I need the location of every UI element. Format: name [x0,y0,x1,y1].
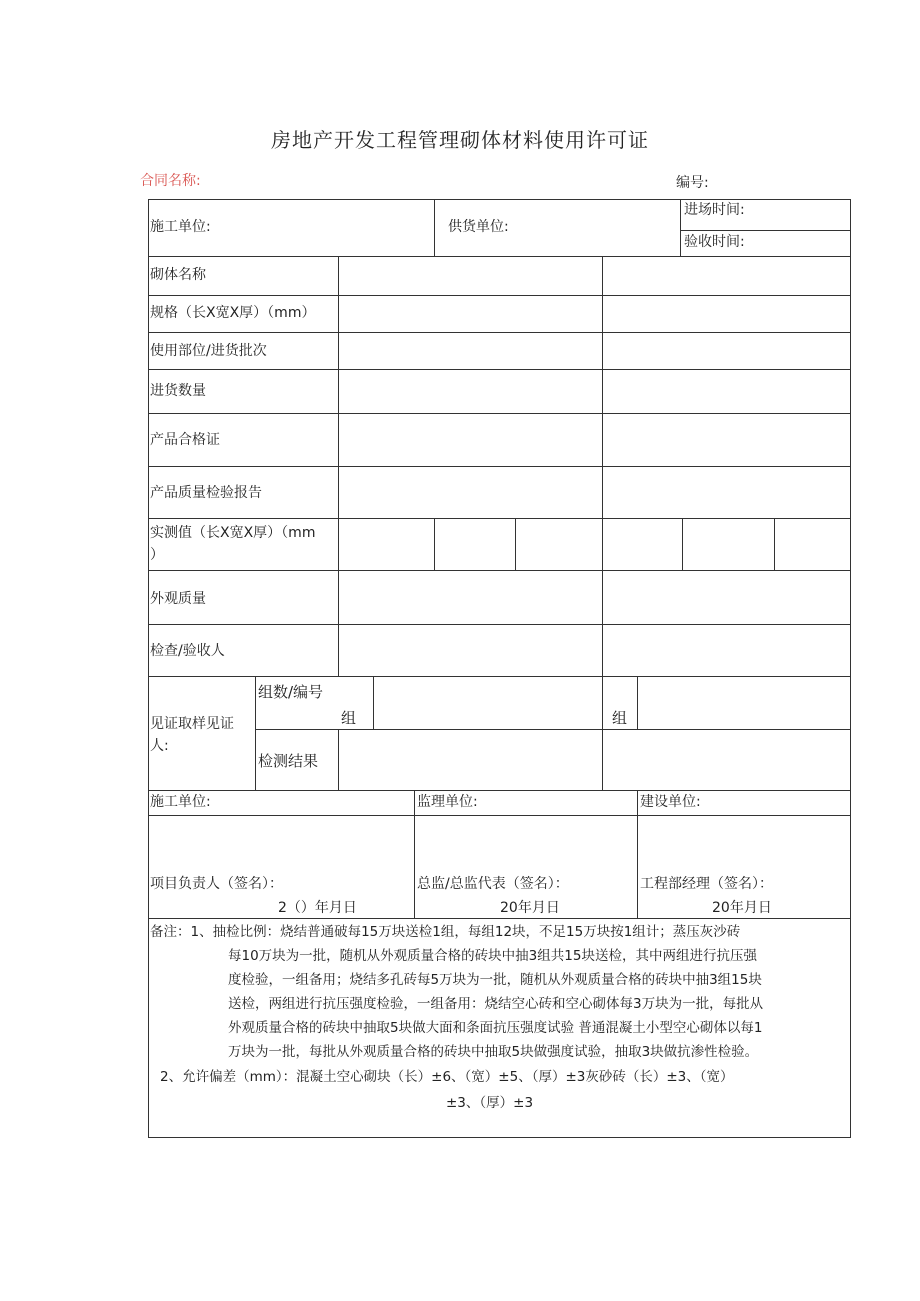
acceptance-time-label: 验收时间: [684,234,745,250]
measured-value-label: 实测值（长X宽X厚）（mm [150,525,316,541]
supervision-sign-date: 20年月日 [500,900,560,916]
note-line-8: ±3、（厚）±3 [446,1095,534,1111]
note-line-3: 度检验，一组备用；烧结多孔砖每5万块为一批，随机从外观质量合格的砖块中抽3组15块 [228,972,762,988]
quality-report-label: 产品质量检验报告 [150,485,262,501]
builder-sign-date: 20年月日 [712,900,772,916]
supplier-unit-label: 供货单位: [448,219,509,235]
sign-supervision-unit: 监理单位: [417,794,478,810]
test-result-label: 检测结果 [258,752,319,770]
group-left-label: 组 [341,709,357,727]
appearance-label: 外观质量 [150,591,206,607]
note-line-5: 外观质量合格的砖块中抽取5块做大面和条面抗压强度试验 普通混凝土小型空心砌体以每1 [228,1020,763,1036]
note-line-6: 万块为一批，每批从外观质量合格的砖块中抽取5块做强度试验，抽取3块做抗渗性检验。 [228,1044,759,1060]
contract-name-label: 合同名称: [140,173,201,189]
construction-sign-date: 2（）年月日 [278,900,357,916]
group-number-label: 组数/编号 [258,683,324,701]
project-manager-signature: 项目负责人（签名）： [150,876,283,892]
witness-label: 见证取样见证 [150,716,234,732]
chief-supervisor-signature: 总监/总监代表（签名）： [417,876,569,892]
engineering-manager-signature: 工程部经理（签名）： [640,876,773,892]
note-line-4: 送检，两组进行抗压强度检验，一组备用：烧结空心砖和空心砌体每3万块为一批，每批从 [228,996,764,1012]
masonry-name-label: 砌体名称 [150,267,206,283]
certificate-label: 产品合格证 [150,432,220,448]
note-line-7: 2、允许偏差（mm）：混凝土空心砌块（长）±6、（宽）±5、（厚）±3灰砂砖（长）±3、（宽） [160,1069,734,1085]
inspector-label: 检查/验收人 [150,643,225,659]
page-title: 房地产开发工程管理砌体材料使用许可证 [271,128,649,152]
measured-value-label-cont: ） [150,547,164,563]
group-right-label: 组 [612,709,628,727]
serial-number-label: 编号: [676,175,709,191]
sign-builder-unit: 建设单位: [640,794,701,810]
construction-unit-label: 施工单位: [150,219,211,235]
note-line-1: 备注：1、抽检比例：烧结普通破每15万块送检1组，每组12块，不足15万块按1组计；蒸压灰沙砖 [150,924,741,940]
usage-batch-label: 使用部位/进货批次 [150,343,267,359]
entry-time-label: 进场时间: [684,202,745,218]
note-line-2: 每10万块为一批，随机从外观质量合格的砖块中抽3组共15块送检，其中两组进行抗压强 [228,948,757,964]
witness-label-cont: 人: [150,738,169,754]
sign-construction-unit: 施工单位: [150,794,211,810]
quantity-label: 进货数量 [150,383,206,399]
spec-label: 规格（长X宽X厚）（mm） [150,305,316,321]
